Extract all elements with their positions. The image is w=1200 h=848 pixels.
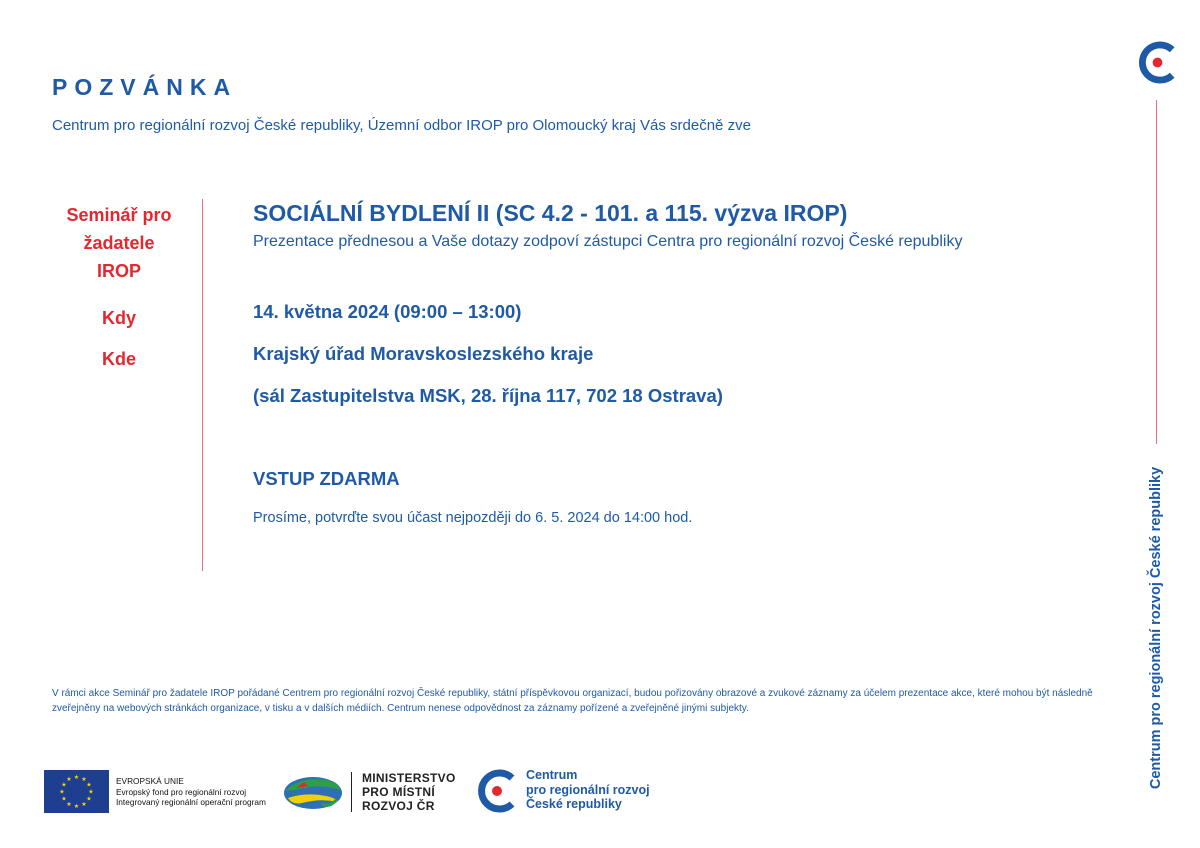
seminar-label-line1: Seminář pro	[66, 205, 172, 225]
svg-text:★: ★	[86, 782, 92, 789]
event-venue: Krajský úřad Moravskoslezského kraje	[253, 343, 594, 364]
svg-text:★: ★	[81, 802, 87, 808]
seminar-description: Prezentace přednesou a Vaše dotazy zodpoví zástupci Centra pro regionální rozvoj České republiky	[253, 233, 963, 250]
crr-text-line2: pro regionální rozvoj	[526, 782, 650, 797]
mmr-text-line1: MINISTERSTVO	[362, 771, 456, 785]
svg-text:★: ★	[66, 802, 72, 808]
left-divider	[202, 199, 203, 571]
svg-text:★: ★	[61, 796, 67, 803]
invitation-subtitle: Centrum pro regionální rozvoj České republiky, Územní odbor IROP pro Olomoucký kraj Vás srdečně zve	[52, 117, 751, 134]
svg-text:★: ★	[88, 789, 94, 796]
side-organization-text: Centrum pro regionální rozvoj České republiky	[1148, 466, 1164, 790]
crr-text-line3: České republiky	[526, 797, 622, 811]
where-label: Kde	[101, 349, 136, 369]
mmr-text-line3: ROZVOJ ČR	[362, 799, 435, 813]
mmr-logo-icon	[282, 770, 344, 816]
svg-text:★: ★	[61, 782, 67, 789]
seminar-label-line2: žadatele	[83, 233, 155, 253]
eu-text-line2: Evropský fond pro regionální rozvoj	[116, 786, 247, 797]
svg-text:★: ★	[66, 777, 72, 783]
svg-text:★: ★	[73, 804, 80, 810]
svg-text:★: ★	[59, 789, 65, 796]
crr-text-line1: Centrum	[526, 768, 578, 782]
crr-text	[526, 768, 650, 812]
mmr-divider	[351, 772, 352, 812]
eu-flag-icon	[44, 770, 109, 813]
when-label: Kdy	[101, 308, 136, 328]
crr-footer-logo-icon	[474, 768, 520, 814]
event-venue-detail: (sál Zastupitelstva MSK, 28. října 117, 702 18 Ostrava)	[253, 385, 723, 406]
seminar-title: SOCIÁLNÍ BYDLENÍ II (SC 4.2 - 101. a 115. výzva IROP)	[253, 200, 848, 226]
seminar-label	[40, 201, 198, 285]
svg-text:★: ★	[86, 796, 92, 803]
eu-text	[116, 776, 266, 808]
page-title: POZVÁNKA	[52, 74, 238, 100]
event-date: 14. května 2024 (09:00 – 13:00)	[253, 301, 522, 322]
svg-text:★: ★	[73, 775, 80, 781]
crr-logo-icon	[1135, 40, 1180, 85]
seminar-label-line3: IROP	[96, 261, 141, 281]
mmr-text	[362, 771, 456, 813]
recording-disclaimer: V rámci akce Seminář pro žadatele IROP pořádané Centrem pro regionální rozvoj České republiky, státní příspěvkovou organizací, budou pořizovány obrazové a zvukové záznamy za účelem prezentace akce, které mohou být následně zveřejněny na webových stránkách organizace, v tisku a v dalších médiích. Centrum nenese odpovědnost za záznamy pořízené a zveřejněné jinými subjekty.	[52, 688, 1093, 714]
free-entry-label: VSTUP ZDARMA	[253, 468, 400, 489]
svg-text:★: ★	[81, 777, 87, 783]
mmr-text-line2: PRO MÍSTNÍ	[362, 785, 436, 799]
right-divider	[1156, 100, 1157, 444]
eu-text-line1: EVROPSKÁ UNIE	[116, 776, 184, 786]
rsvp-note: Prosíme, potvrďte svou účast nejpozději do 6. 5. 2024 do 14:00 hod.	[253, 510, 693, 526]
eu-text-line3: Integrovaný regionální operační program	[116, 797, 266, 807]
